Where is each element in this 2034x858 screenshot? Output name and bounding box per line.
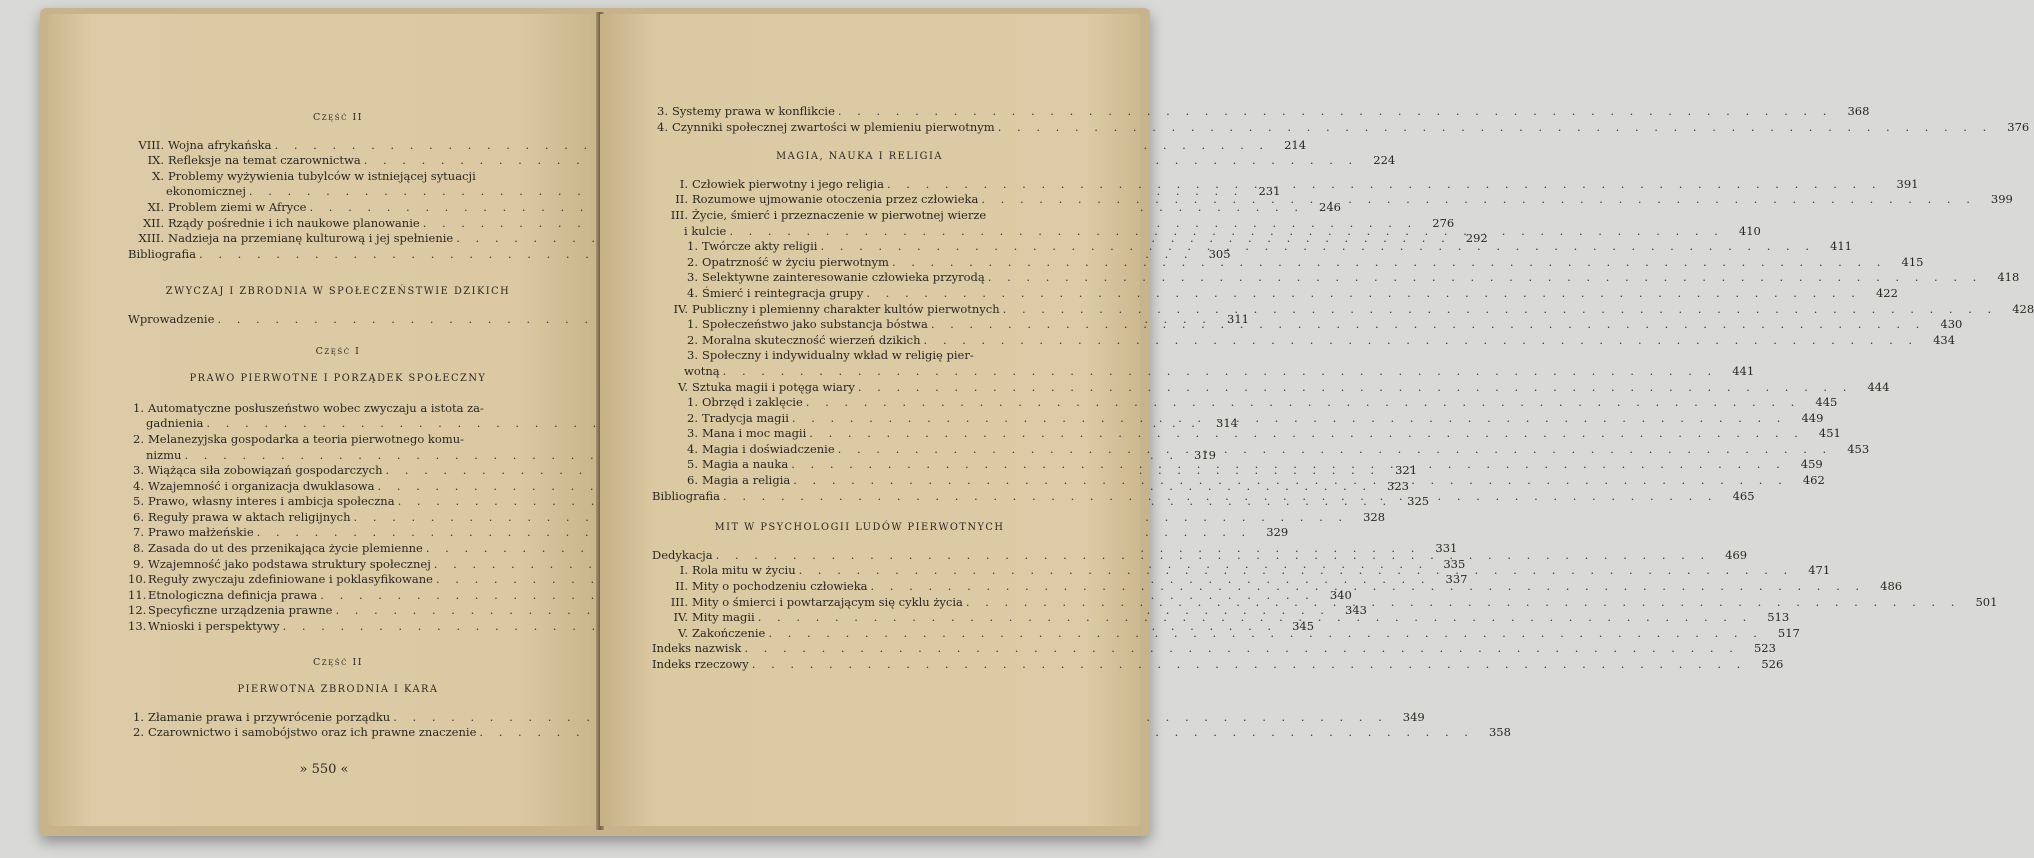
toc-entry-page: 391 [1896,176,1919,191]
toc-entry [128,432,548,448]
toc-entry-number: IV. [673,610,688,625]
toc-entry-title: wotną [684,363,720,378]
section-title: ZWYCZAJ I ZBRODNIA W SPOŁECZEŃSTWIE DZIKICH [165,286,511,298]
toc-entry-page: 469 [1725,547,1748,562]
toc-entry [652,301,2034,318]
toc-entry [128,169,548,185]
toc-entry-title: Automatyczne posłuszeństwo wobec zwyczaju a istota za- [148,400,484,415]
toc-entry-page: 430 [1940,317,1963,332]
toc-entry-page: 462 [1802,473,1825,488]
toc-entry [652,208,1067,224]
toc-entry-page: 328 [1363,509,1386,524]
toc-entry-title: Społeczeństwo jako substancja bóstwa [702,317,928,332]
toc-entry-number: 2. [133,725,144,740]
toc-entry-page: 358 [1488,725,1511,740]
toc-entry-title: nizmu [146,447,182,462]
toc-entry-number: 4. [133,478,144,493]
toc-entry-number: XII. [143,215,164,230]
leader-dots [838,442,1833,458]
leader-dots [820,239,1815,255]
leader-dots [809,426,1804,442]
leader-dots [1003,302,1998,318]
toc-entry-page: 422 [1875,285,1898,300]
toc-entry-page: 517 [1777,625,1800,640]
leader-dots [768,626,1763,642]
part-subtitle: PIERWOTNA ZBRODNIA I KARA [237,684,439,696]
toc-entry-number: 3. [687,270,698,285]
toc-entry-number: 3. [133,463,144,478]
toc-entry-page: 325 [1407,494,1430,509]
leader-dots [793,473,1788,489]
toc-entry-page: 331 [1435,541,1458,556]
toc-entry-title: Życie, śmierć i przeznaczenie w pierwotnej wierze [692,207,987,222]
toc-entry [652,285,1898,302]
toc-entry-title: Mity o śmierci i powtarzającym się cyklu życia [692,594,963,609]
toc-entry-number: 9. [133,556,144,571]
toc-entry-title: Opatrzność w życiu pierwotnym [702,254,889,269]
toc-entry-page: 453 [1847,441,1870,456]
toc-entry-page: 428 [2012,301,2034,316]
toc-entry-page: 376 [2007,119,2030,134]
toc-entry-number: I. [679,563,688,578]
part-subtitle: PRAWO PIERWOTNE I PORZĄDEK SPOŁECZNY [189,373,487,385]
toc-entry-title: Selektywne zainteresowanie człowieka przyrodą [702,270,985,285]
toc-entry-title: Zakończenie [692,625,766,640]
toc-entry-title: Społeczny i indywidualny wkład w religię pier- [702,348,974,363]
toc-entry-page: 337 [1445,572,1468,587]
toc-entry-title: Wzajemność jako podstawa struktury społecznej [148,556,431,571]
toc-entry-number: 2. [687,410,698,425]
leader-dots [887,177,1882,193]
leader-dots [723,489,1718,505]
toc-entry-page: 311 [1227,311,1249,326]
toc-entry-number: VIII. [138,137,164,152]
toc-entry-title: Magia a nauka [702,457,789,472]
leader-dots [838,104,1833,120]
toc-entry-title: Obrzęd i zaklęcie [702,395,803,410]
leader-dots [931,317,1926,333]
toc-entry-page: 305 [1208,246,1231,261]
toc-entry-title: Wnioski i perspektywy [148,619,280,634]
leader-dots [792,411,1787,427]
toc-entry-number: 13. [128,619,147,634]
leader-dots [723,364,1718,380]
toc-entry-title: ekonomicznej [166,184,246,199]
toc-entry-title: Czarownictwo i samobójstwo oraz ich prawne znaczenie [148,725,477,740]
part-heading: Część II [313,656,363,668]
toc-entry-number: 2. [687,254,698,269]
toc-entry-page: 411 [1830,239,1852,254]
toc-entry-number: IV. [673,301,688,316]
toc-entry-page: 335 [1443,556,1466,571]
toc-entry-title: Publiczny i plemienny charakter kultów pierwotnych [692,301,1000,316]
toc-entry-title: Prawo, własny interes i ambicja społeczna [148,494,395,509]
toc-entry-page: 314 [1216,416,1238,431]
toc-entry [652,104,1870,120]
toc-entry-title: i kulcie [684,223,727,238]
toc-entry [128,709,1425,726]
toc-entry-number: 1. [133,400,144,415]
toc-entry-page: 345 [1292,619,1315,634]
toc-entry-number: 7. [133,525,144,540]
toc-entry-page: 451 [1818,426,1841,441]
toc-entry-number: 1. [687,239,698,254]
toc-entry-number: IX. [147,153,164,168]
toc-entry-title: Refleksje na temat czarownictwa [168,153,361,168]
toc-entry-number: 1. [687,317,698,332]
toc-entry-number: 11. [128,587,147,602]
toc-entry-page: 434 [1933,332,1956,347]
leader-dots [716,548,1711,564]
toc-entry-title: Nadzieja na przemianę kulturową i jej spełnienie [168,231,454,246]
toc-entry-page: 465 [1732,488,1755,503]
toc-entry-page: 276 [1432,215,1455,230]
toc-entry-title: Etnologiczna definicja prawa [148,587,318,602]
toc-entry-number: 8. [133,541,144,556]
toc-entry-number: XI. [147,199,164,214]
toc-entry-title: Mity o pochodzeniu człowieka [692,579,868,594]
toc-entry-page: 319 [1194,447,1216,462]
toc-entry-title: Systemy prawa w konflikcie [672,104,835,118]
toc-entry-page: 410 [1738,223,1761,238]
toc-entry [652,254,1924,271]
toc-entry [128,509,1386,526]
toc-entry-number: II. [675,192,688,207]
toc-entry-number: 2. [687,332,698,347]
toc-entry-page: 323 [1387,478,1409,493]
leader-dots [998,120,1993,136]
toc-entry-page: 523 [1753,641,1776,656]
toc-entry-title: Specyficzne urządzenia prawne [148,603,333,618]
leader-dots [752,657,1747,673]
toc-entry [652,641,1776,657]
toc-entry-number: 4. [687,285,698,300]
toc-entry-page: 214 [1284,137,1307,152]
section-title: MIT W PSYCHOLOGII LUDÓW PIERWOTNYCH [714,522,1005,534]
toc-entry-number: 10. [128,572,147,587]
toc-entry-number: 4. [657,119,668,134]
toc-entry-page: 231 [1258,184,1281,199]
leader-dots [892,255,1887,271]
toc-entry-title: Wprowadzenie [128,311,215,326]
toc-entry-number: III. [670,594,688,609]
toc-entry [652,119,2030,136]
toc-entry-title: Mana i moc magii [702,426,807,441]
toc-entry-title: Reguły prawa w aktach religijnych [148,509,351,524]
part-heading: Część I [315,345,361,357]
toc-entry-number: X. [152,168,164,183]
toc-list [128,709,1511,741]
toc-entry-number: 6. [133,509,144,524]
leader-dots [791,457,1786,473]
toc-entry-title: Problem ziemi w Afryce [168,199,307,214]
toc-entry-title: Problemy wyżywienia tubylców w istniejącej sytuacji [168,168,476,183]
toc-entry-page: 343 [1345,603,1367,618]
toc-entry-number: 12. [128,603,147,618]
toc-entry-title: Rozumowe ujmowanie otoczenia przez człowieka [692,192,979,207]
toc-entry-page: 444 [1867,379,1890,394]
toc-entry-number: 3. [657,104,668,118]
toc-entry-page: 399 [1990,192,2013,207]
toc-entry-number: 1. [687,395,698,410]
toc-entry-title: Bibliografia [128,246,197,261]
toc-entry [652,426,1841,442]
leader-dots [981,192,1976,208]
toc-entry-page: 349 [1402,709,1425,724]
toc-entry-page: 329 [1266,525,1289,540]
toc-entry-title: Wiążąca siła zobowiązań gospodarczych [148,463,383,478]
toc-entry-number: I. [679,176,688,191]
leader-dots [758,610,1753,626]
toc-entry-page: 292 [1465,231,1488,246]
toc-entry-title: Czynniki społecznej zwartości w plemieniu pierwotnym [672,119,995,134]
toc-entry-number: 2. [133,431,144,446]
leader-dots [866,286,1861,302]
toc-entry-number: V. [678,379,688,394]
toc-entry-title: Reguły zwyczaju zdefiniowane i poklasyfikowane [148,572,433,587]
toc-entry-page: 246 [1319,199,1341,214]
toc-entry-page: 471 [1808,563,1831,578]
toc-entry [652,270,2020,286]
toc-entry-title: Rola mitu w życiu [692,563,796,578]
toc-entry-title: Mity magii [692,610,755,625]
toc-entry [652,332,1956,349]
toc-entry-page: 415 [1901,254,1924,269]
toc-entry-title: Twórcze akty religii [702,239,818,254]
toc-entry-number: XIII. [138,231,164,246]
toc-entry-title: Człowiek pierwotny i jego religia [692,176,884,191]
toc-list [652,104,2030,135]
toc-entry-title: Magia a religia [702,473,791,488]
leader-dots [744,641,1739,657]
toc-entry-number: 4. [687,441,698,456]
toc-entry-page: 224 [1373,153,1396,168]
toc-entry-title: Złamanie prawa i przywrócenie porządku [148,709,391,724]
toc-entry-title: Tradycja magii [702,410,789,425]
toc-entry-title: gadnienia [146,416,204,431]
toc-entry-title: Indeks rzeczowy [652,657,749,671]
toc-entry-number: II. [675,579,688,594]
toc-entry [652,363,1755,380]
leader-dots [729,224,1724,240]
leader-dots [924,333,1919,349]
toc-entry-title: Wojna afrykańska [168,137,272,152]
toc-entry-page: 321 [1395,463,1418,478]
toc-entry-page: 513 [1767,610,1790,625]
leader-dots [806,395,1801,411]
toc-entry-page: 441 [1732,363,1755,378]
toc-entry-title: Śmierć i reintegracja grupy [702,285,864,300]
part-heading: Część II [313,112,363,123]
toc-entry-number: V. [678,625,688,640]
toc-entry-title: Dedykacja [652,547,713,562]
toc-entry-title: Bibliografia [652,488,721,503]
page-number: » 550 « [299,762,349,777]
toc-entry-number: 1. [133,709,144,724]
toc-entry-page: 340 [1329,587,1352,602]
toc-entry-title: Prawo małżeńskie [148,525,254,540]
toc-entry-number: 5. [687,457,698,472]
leader-dots [988,270,1983,286]
toc-entry-title: Moralna skuteczność wierzeń dzikich [702,332,921,347]
toc-entry-number: 6. [687,473,698,488]
toc-entry [652,395,1838,411]
toc-entry [128,401,548,417]
toc-entry-page: 368 [1847,104,1870,118]
toc-entry-number: 3. [687,426,698,441]
toc-entry-title: Sztuka magii i potęga wiary [692,379,855,394]
section-title: MAGIA, NAUKA I RELIGIA [776,151,943,163]
toc-entry [652,348,1067,364]
leader-dots [966,595,1961,611]
toc-entry-title: Wzajemność i organizacja dwuklasowa [148,478,375,493]
leader-dots [858,380,1853,396]
leader-dots [799,563,1794,579]
toc-entry [128,725,1511,741]
toc-entry-title: Zasada do ut des przenikająca życie plemienne [148,541,423,556]
toc-entry-page: 526 [1761,657,1784,671]
toc-entry-number: 5. [133,494,144,509]
toc-entry-title: Melanezyjska gospodarka a teoria pierwotnego komu- [148,431,465,446]
toc-entry-page: 486 [1880,579,1903,594]
toc-entry-number: 3. [687,348,698,363]
open-book [40,8,2034,836]
toc-entry-title: Rządy pośrednie i ich naukowe planowanie [168,215,420,230]
toc-entry-page: 418 [1997,270,2020,285]
toc-entry-title: Magia i doświadczenie [702,441,835,456]
toc-entry-page: 501 [1975,594,1998,609]
leader-dots [871,579,1866,595]
toc-entry [652,657,1784,673]
toc-entry-page: 459 [1800,457,1823,472]
toc-entry-page: 445 [1815,395,1838,410]
toc-entry [652,379,1890,396]
toc-entry [128,137,1307,154]
toc-entry-title: Indeks nazwisk [652,641,742,656]
toc-entry-number: III. [670,207,688,222]
toc-entry-page: 449 [1801,410,1824,425]
